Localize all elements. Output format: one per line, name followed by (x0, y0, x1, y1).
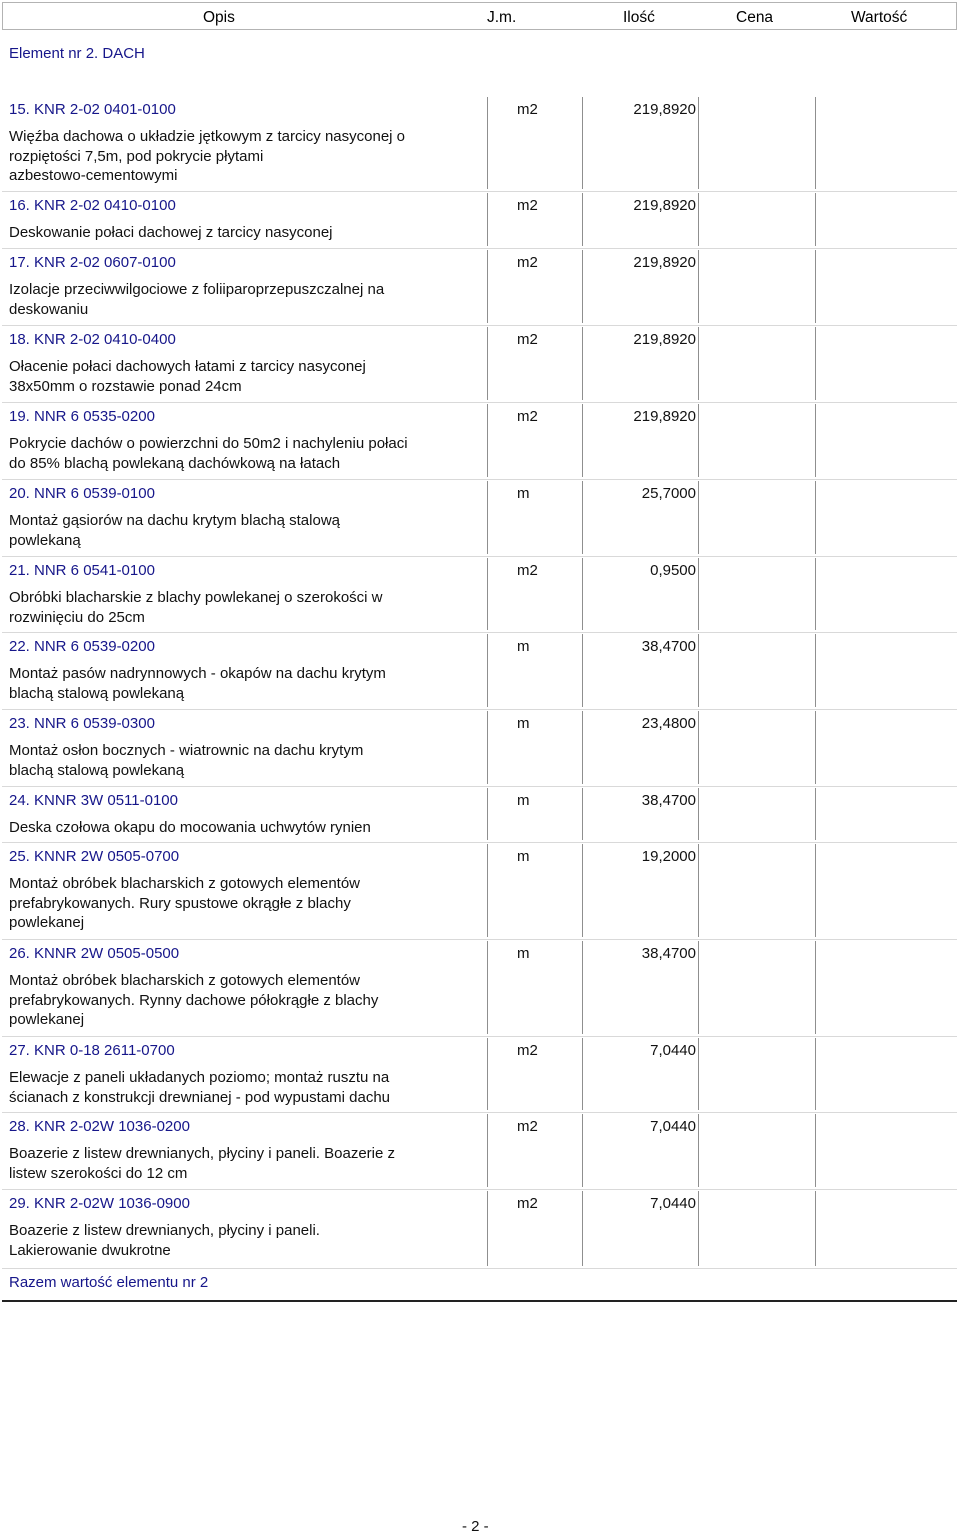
item-quantity: 219,8920 (633, 408, 696, 425)
column-separator (487, 844, 488, 937)
column-tick (487, 660, 488, 678)
row-divider (2, 632, 957, 633)
column-separator (698, 1191, 699, 1266)
item-code: 28. KNR 2-02W 1036-0200 (9, 1118, 190, 1135)
column-separator (487, 941, 488, 1034)
column-separator (487, 97, 488, 189)
column-separator (582, 844, 583, 937)
column-separator (698, 404, 699, 477)
table-header (2, 2, 957, 30)
column-separator (582, 327, 583, 400)
item-description (9, 874, 479, 933)
row-divider (2, 1268, 957, 1269)
item-description-line: Obróbki blacharskie z blachy powlekanej o szerokości w (9, 589, 383, 606)
row-divider (2, 479, 957, 480)
item-code: 29. KNR 2-02W 1036-0900 (9, 1195, 190, 1212)
column-separator (815, 634, 816, 707)
column-separator (582, 788, 583, 840)
item-code: 19. NNR 6 0535-0200 (9, 408, 155, 425)
column-tick (487, 1140, 488, 1158)
footer-total: Razem wartość elementu nr 2 (9, 1274, 209, 1291)
item-description-line: blachą stalową powlekaną (9, 684, 185, 702)
column-tick (487, 353, 488, 371)
item-description-line: do 85% blachą powlekaną dachówkową na łatach (9, 454, 341, 472)
row-divider (2, 248, 957, 249)
item-description-line: deskowaniu (9, 300, 89, 318)
item-description-line: prefabrykowanych. Rury spustowe okrągłe z blachy (9, 894, 351, 912)
item-unit: m (517, 638, 530, 655)
row-divider (2, 402, 957, 403)
item-description (9, 741, 479, 780)
item-description (9, 357, 479, 396)
page-number: - 2 - (462, 1518, 489, 1535)
column-separator (582, 1191, 583, 1266)
item-description-line: Boazerie z listew drewnianych, płyciny i paneli. Boazerie z (9, 1145, 396, 1162)
item-quantity: 0,9500 (650, 562, 696, 579)
column-separator (815, 481, 816, 554)
item-unit: m2 (517, 408, 538, 425)
item-description-line: Montaż osłon bocznych - wiatrownic na dachu krytym (9, 742, 364, 759)
column-separator (815, 788, 816, 840)
column-separator (582, 193, 583, 246)
column-tick (487, 219, 488, 237)
item-description (9, 664, 479, 703)
column-tick (487, 123, 488, 141)
item-unit: m (517, 485, 530, 502)
item-unit: m2 (517, 562, 538, 579)
item-description-line: Boazerie z listew drewnianych, płyciny i paneli. (9, 1222, 320, 1239)
column-separator (698, 193, 699, 246)
column-tick (487, 584, 488, 602)
column-separator (582, 481, 583, 554)
header-opis: Opis (203, 9, 235, 26)
header-cena: Cena (736, 9, 774, 26)
item-description (9, 434, 479, 473)
column-separator (815, 941, 816, 1034)
item-description-line: powlekanej (9, 1011, 85, 1028)
item-description-line: powlekaną (9, 531, 81, 549)
item-unit: m (517, 792, 530, 809)
element-title: Element nr 2. DACH (9, 45, 145, 62)
column-separator (815, 327, 816, 400)
item-description-line: azbestowo-cementowymi (9, 167, 178, 184)
item-unit: m2 (517, 254, 538, 271)
column-separator (698, 844, 699, 937)
item-description (9, 511, 479, 550)
item-description (9, 1221, 479, 1260)
item-description-line: Deskowanie połaci dachowej z tarcicy nasyconej (9, 224, 333, 241)
item-quantity: 23,4800 (641, 715, 696, 732)
item-description-line: Elewacje z paneli układanych poziomo; montaż rusztu na (9, 1069, 390, 1086)
item-quantity: 7,0440 (650, 1042, 696, 1059)
item-quantity: 219,8920 (633, 331, 696, 348)
column-separator (815, 711, 816, 784)
item-description-line: powlekanej (9, 914, 85, 931)
item-description-line: rozpiętości 7,5m, pod pokrycie płytami (9, 147, 264, 165)
item-quantity: 219,8920 (633, 254, 696, 271)
row-divider (2, 939, 957, 940)
column-separator (698, 481, 699, 554)
column-separator (815, 844, 816, 937)
column-tick (487, 814, 488, 832)
item-code: 18. KNR 2-02 0410-0400 (9, 331, 176, 348)
column-separator (698, 327, 699, 400)
header-jm: J.m. (487, 9, 517, 26)
item-code: 25. KNNR 2W 0505-0700 (9, 848, 180, 865)
item-unit: m2 (517, 1118, 538, 1135)
bottom-rule (2, 1300, 957, 1302)
item-unit: m2 (517, 101, 538, 118)
column-tick (487, 430, 488, 448)
row-divider (2, 325, 957, 326)
column-tick (487, 1217, 488, 1235)
item-description-line: listew szerokości do 12 cm (9, 1164, 188, 1182)
item-quantity: 219,8920 (633, 197, 696, 214)
column-separator (582, 1038, 583, 1110)
item-code: 27. KNR 0-18 2611-0700 (9, 1042, 175, 1059)
item-code: 23. NNR 6 0539-0300 (9, 715, 155, 732)
column-tick (487, 276, 488, 294)
item-description (9, 1144, 479, 1183)
item-description-line: Lakierowanie dwukrotne (9, 1241, 171, 1259)
item-unit: m (517, 945, 530, 962)
item-code: 26. KNNR 2W 0505-0500 (9, 945, 180, 962)
row-divider (2, 709, 957, 710)
column-tick (487, 737, 488, 755)
item-quantity: 38,4700 (641, 945, 696, 962)
item-description (9, 223, 479, 243)
header-ilosc: Ilość (623, 9, 655, 26)
item-description-line: Montaż obróbek blacharskich z gotowych elementów (9, 972, 361, 989)
item-description-line: ścianach z konstrukcji drewnianej - pod wypustami dachu (9, 1088, 391, 1106)
item-quantity: 7,0440 (650, 1195, 696, 1212)
column-tick (487, 1064, 488, 1082)
column-tick (487, 870, 488, 888)
item-unit: m2 (517, 1195, 538, 1212)
item-code: 16. KNR 2-02 0410-0100 (9, 197, 176, 214)
item-unit: m2 (517, 331, 538, 348)
item-description-line: Więźba dachowa o układzie jętkowym z tarcicy nasyconej o (9, 128, 406, 145)
item-description (9, 127, 479, 186)
item-description-line: Izolacje przeciwwilgociowe z foliiparoprzepuszczalnej na (9, 281, 385, 298)
column-separator (815, 193, 816, 246)
column-separator (582, 941, 583, 1034)
item-code: 21. NNR 6 0541-0100 (9, 562, 155, 579)
column-separator (815, 1038, 816, 1110)
item-code: 17. KNR 2-02 0607-0100 (9, 254, 176, 271)
column-separator (815, 250, 816, 323)
item-quantity: 38,4700 (641, 638, 696, 655)
row-divider (2, 1036, 957, 1037)
column-separator (698, 711, 699, 784)
item-quantity: 7,0440 (650, 1118, 696, 1135)
item-quantity: 19,2000 (641, 848, 696, 865)
item-description-line: 38x50mm o rozstawie ponad 24cm (9, 377, 242, 395)
column-separator (698, 941, 699, 1034)
column-separator (582, 558, 583, 630)
item-code: 20. NNR 6 0539-0100 (9, 485, 155, 502)
column-separator (815, 97, 816, 189)
row-divider (2, 191, 957, 192)
item-description-line: prefabrykowanych. Rynny dachowe półokrągłe z blachy (9, 991, 379, 1009)
column-separator (698, 788, 699, 840)
item-quantity: 219,8920 (633, 101, 696, 118)
item-description-line: Montaż obróbek blacharskich z gotowych elementów (9, 875, 361, 892)
column-separator (815, 1191, 816, 1266)
item-description-line: Ołacenie połaci dachowych łatami z tarcicy nasyconej (9, 358, 366, 375)
item-description-line: Montaż pasów nadrynnowych - okapów na dachu krytym (9, 665, 386, 682)
item-unit: m2 (517, 197, 538, 214)
row-divider (2, 1112, 957, 1113)
row-divider (2, 786, 957, 787)
column-separator (582, 634, 583, 707)
item-code: 15. KNR 2-02 0401-0100 (9, 101, 176, 118)
column-separator (582, 97, 583, 189)
column-separator (698, 1114, 699, 1187)
item-unit: m (517, 848, 530, 865)
column-tick (487, 507, 488, 525)
item-description (9, 818, 479, 838)
header-wartosc: Wartość (851, 9, 908, 26)
item-unit: m (517, 715, 530, 732)
column-separator (815, 404, 816, 477)
item-description (9, 971, 479, 1030)
column-separator (698, 634, 699, 707)
item-description-line: blachą stalową powlekaną (9, 761, 185, 779)
item-description (9, 588, 479, 627)
row-divider (2, 1189, 957, 1190)
item-quantity: 25,7000 (641, 485, 696, 502)
item-code: 22. NNR 6 0539-0200 (9, 638, 155, 655)
column-separator (698, 97, 699, 189)
column-separator (582, 250, 583, 323)
item-description (9, 1068, 479, 1107)
column-separator (698, 1038, 699, 1110)
column-separator (698, 250, 699, 323)
item-description-line: Montaż gąsiorów na dachu krytym blachą stalową (9, 512, 340, 529)
item-description-line: rozwinięciu do 25cm (9, 608, 145, 626)
item-quantity: 38,4700 (641, 792, 696, 809)
item-description (9, 280, 479, 319)
column-separator (582, 1114, 583, 1187)
item-description-line: Pokrycie dachów o powierzchni do 50m2 i nachyleniu połaci (9, 435, 408, 452)
column-separator (698, 558, 699, 630)
column-tick (487, 967, 488, 985)
row-divider (2, 556, 957, 557)
item-code: 24. KNNR 3W 0511-0100 (9, 792, 178, 809)
column-separator (815, 1114, 816, 1187)
column-separator (815, 558, 816, 630)
item-description-line: Deska czołowa okapu do mocowania uchwytów rynien (9, 819, 371, 836)
column-separator (582, 404, 583, 477)
item-unit: m2 (517, 1042, 538, 1059)
row-divider (2, 842, 957, 843)
column-separator (582, 711, 583, 784)
